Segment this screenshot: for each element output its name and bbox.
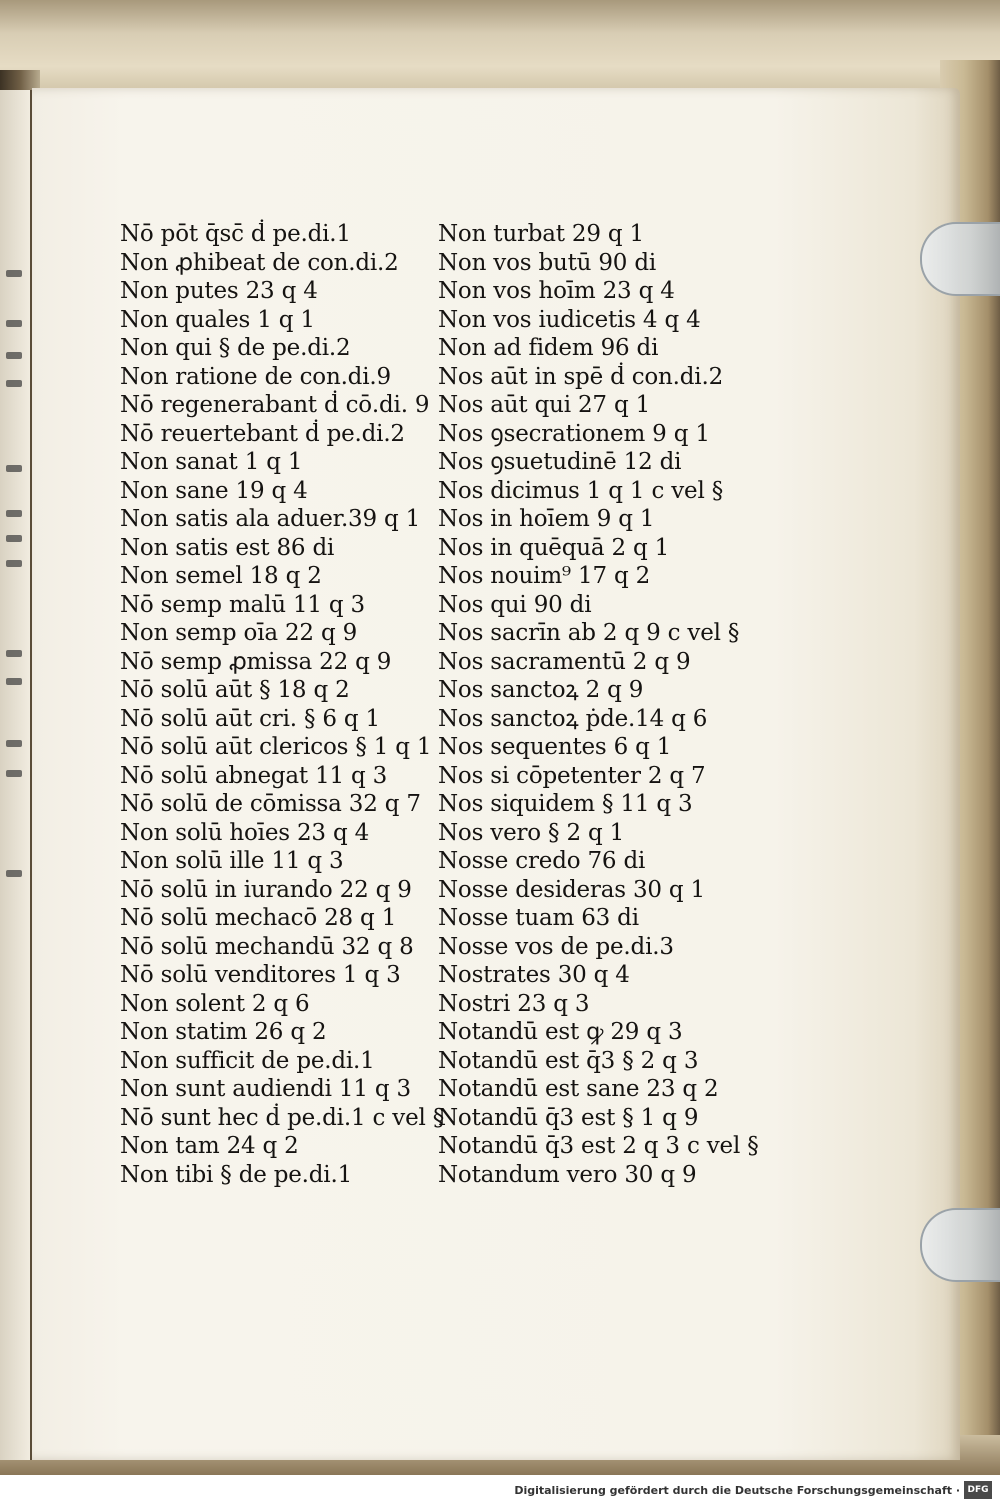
index-entry: Notandū est q̄3 § 2 q 3 [438, 1047, 699, 1074]
show-through-text [752, 233, 952, 1233]
index-entry: Notandū q̄3 est 2 q 3 c vel § [438, 1133, 759, 1159]
index-entry: Nostri 23 q 3 [438, 990, 590, 1017]
index-entry: Non sunt audiendi 11 q 3 [120, 1076, 411, 1102]
index-entry: Non sane 19 q 4 [120, 477, 308, 504]
index-entry: Non tibi § de pe.di.1 [120, 1161, 353, 1188]
index-entry: Nosse desideras 30 q 1 [438, 876, 705, 903]
index-entry: Non satis ala aduer.39 q 1 [120, 506, 421, 532]
index-entry: Non putes 23 q 4 [120, 278, 318, 304]
index-entry: Non ratione de con.di.9 [120, 363, 391, 390]
index-entry: Nō solū aūt clericos § 1 q 1 [120, 734, 432, 760]
index-entry: Non semel 18 q 2 [120, 563, 322, 589]
index-entry: Nos siquidem § 11 q 3 [438, 791, 693, 817]
index-entry: Non satis est 86 di [120, 534, 335, 561]
index-entry: Notandū q̄3 est § 1 q 9 [438, 1104, 699, 1131]
index-entry: Notandū est sane 23 q 2 [438, 1076, 719, 1102]
index-entry: Nō solū venditores 1 q 3 [120, 962, 401, 988]
index-entry: Nos nouim⁹ 17 q 2 [438, 563, 651, 589]
index-entry: Nō solū aūt cri. § 6 q 1 [120, 705, 380, 732]
index-entry: Non vos hoīm 23 q 4 [438, 278, 675, 304]
index-entry: Non quales 1 q 1 [120, 306, 315, 333]
index-entry: Non semp oīa 22 q 9 [120, 620, 358, 646]
page-clip-bottom [920, 1208, 1000, 1282]
index-entry: Non vos iudicetis 4 q 4 [438, 306, 701, 333]
index-entry: Non sufficit de pe.di.1 [120, 1047, 375, 1074]
index-entry: Nosse credo 76 di [438, 848, 646, 874]
index-entry: Nō solū mechandū 32 q 8 [120, 933, 414, 960]
index-entry: Non qui § de pe.di.2 [120, 335, 351, 361]
page-clip-top [920, 222, 1000, 296]
index-entry: Nos sacramentū 2 q 9 [438, 648, 691, 675]
dfg-logo: DFG [964, 1481, 992, 1499]
index-column-right [438, 220, 768, 1189]
index-entry: Notandum vero 30 q 9 [438, 1161, 697, 1188]
index-entry: Nosse tuam 63 di [438, 905, 639, 931]
index-entry: Nosse vos de pe.di.3 [438, 933, 674, 960]
index-entry: Nostrates 30 q 4 [438, 962, 630, 988]
index-entry: Nō solū in iurando 22 q 9 [120, 876, 412, 903]
index-entry: Nō solū abnegat 11 q 3 [120, 762, 388, 789]
index-entry: Nos sacrīn ab 2 q 9 c vel § [438, 620, 740, 646]
index-entry: Nos sanctoꝝ ṗde.14 q 6 [438, 705, 708, 732]
binding-top [0, 0, 1000, 95]
index-entry: Nō solū de cōmissa 32 q 7 [120, 791, 421, 817]
index-entry: Nos in hoīem 9 q 1 [438, 506, 655, 532]
index-entry: Non turbat 29 q 1 [438, 221, 644, 247]
index-entry: Nos sequentes 6 q 1 [438, 734, 672, 760]
index-entry: Non sanat 1 q 1 [120, 449, 303, 475]
index-entry: Non ꝓhibeat de con.di.2 [120, 249, 399, 276]
index-entry: Nō solū mechacō 28 q 1 [120, 905, 397, 931]
index-entry: Non vos butū 90 di [438, 249, 657, 276]
index-entry: Nos qui 90 di [438, 591, 592, 618]
footer-bar [0, 1475, 1000, 1507]
index-entry: Notandū est ꝙ 29 q 3 [438, 1019, 683, 1045]
index-entry: Nos ꝯsecrationem 9 q 1 [438, 420, 710, 447]
index-entry: Nō reuertebant ḋ pe.di.2 [120, 420, 405, 447]
index-entry: Nō semp ꝓmissa 22 q 9 [120, 648, 392, 675]
index-entry: Non ad fidem 96 di [438, 335, 659, 361]
index-entry: Nos sanctoꝝ 2 q 9 [438, 677, 644, 703]
index-entry: Nos vero § 2 q 1 [438, 819, 625, 846]
index-entry: Nos dicimus 1 q 1 c vel § [438, 477, 724, 504]
index-entry: Non solū ille 11 q 3 [120, 848, 344, 874]
index-entry: Non solent 2 q 6 [120, 990, 310, 1017]
index-entry: Non tam 24 q 2 [120, 1133, 299, 1159]
facing-page-edge [0, 90, 32, 1460]
index-entry: Nō regenerabant ḋ cō.di. 9 [120, 392, 430, 418]
index-entry: Nō semp malū 11 q 3 [120, 591, 365, 618]
footer-credit: Digitalisierung gefördert durch die Deutsche Forschungsgemeinschaft · [514, 1484, 960, 1497]
index-entry: Nos ꝯsuetudinē 12 di [438, 449, 682, 475]
index-entry: Nō pōt q̄sc̄ ḋ pe.di.1 [120, 221, 351, 247]
index-entry: Non statim 26 q 2 [120, 1019, 327, 1045]
index-entry: Non solū hoīes 23 q 4 [120, 819, 370, 846]
index-column-left [120, 220, 445, 1189]
index-entry: Nō solū aūt § 18 q 2 [120, 677, 350, 703]
index-entry: Nos aūt in spē ḋ con.di.2 [438, 363, 724, 390]
index-entry: Nos aūt qui 27 q 1 [438, 392, 651, 418]
index-entry: Nos si cōpetenter 2 q 7 [438, 762, 706, 789]
index-entry: Nos in quēquā 2 q 1 [438, 534, 670, 561]
book-page [32, 88, 960, 1460]
index-entry: Nō sunt hec ḋ pe.di.1 c vel § [120, 1104, 445, 1131]
